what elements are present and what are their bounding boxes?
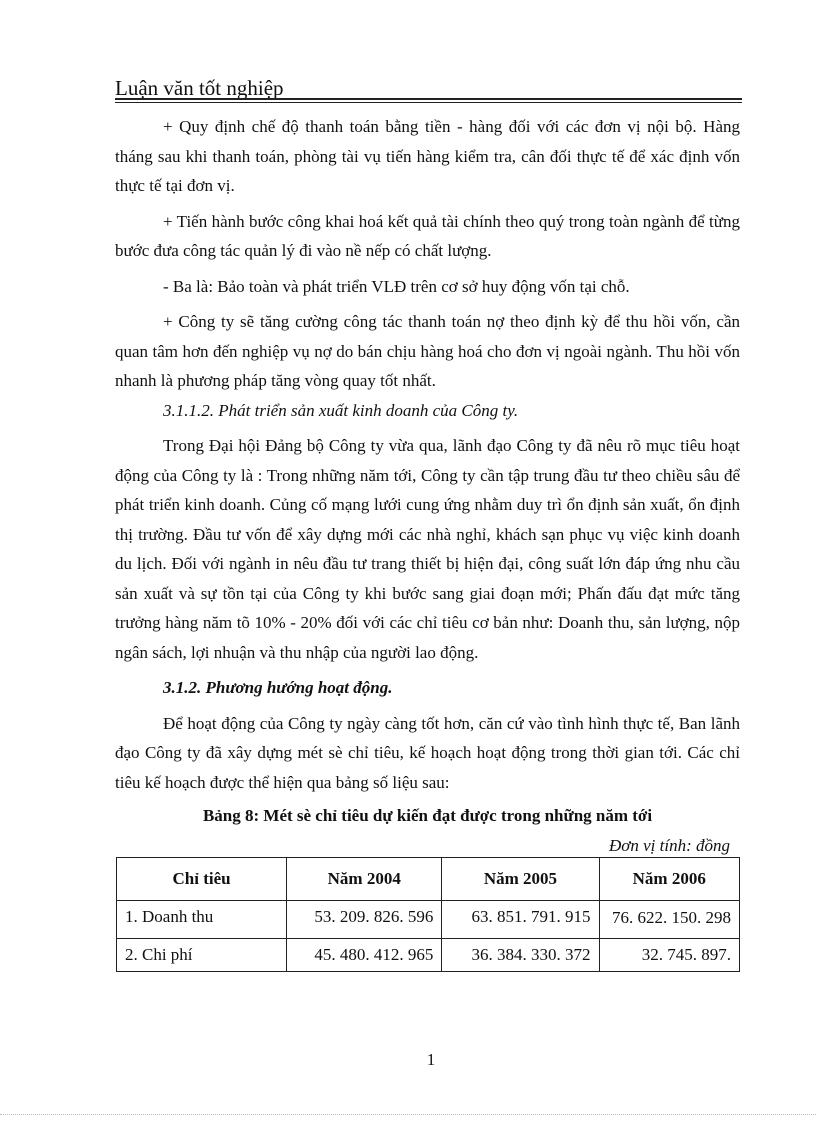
- column-header: Năm 2004: [287, 858, 442, 901]
- table-unit: Đơn vị tính: đồng: [609, 835, 730, 855]
- paragraph: - Ba là: Bảo toàn và phát triển VLĐ trên cơ sở huy động vốn tại chỗ.: [163, 276, 630, 296]
- column-header: Năm 2005: [442, 858, 599, 901]
- table-row: [117, 901, 740, 939]
- table-cell: 36. 384. 330. 372: [442, 939, 599, 972]
- paragraph: + Tiến hành bước công khai hoá kết quả tài chính theo quý trong toàn ngành để từng bước đưa công tác quản lý đi vào nề nếp có chất lượng.: [115, 211, 740, 260]
- section-heading: 3.1.1.2. Phát triển sản xuất kinh doanh của Công ty.: [163, 400, 519, 420]
- body-text: [115, 112, 740, 860]
- page-number: 1: [426, 1050, 436, 1069]
- paragraph: + Quy định chế độ thanh toán bằng tiền - hàng đối với các đơn vị nội bộ. Hàng tháng sau khi thanh toán, phòng tài vụ tiến hàng kiểm tra, cân đối thực tế để xác định vốn thực tế tại đơn vị.: [115, 117, 740, 195]
- running-header: Luận văn tốt nghiệp: [115, 76, 284, 100]
- table-row: [117, 939, 740, 972]
- page-border-dotted: [0, 1114, 816, 1115]
- header-rule-thin: [115, 102, 742, 103]
- table-title: Bảng 8: Mét sè chỉ tiêu dự kiến đạt được trong những năm tới: [202, 806, 653, 825]
- paragraph: + Công ty sẽ tăng cường công tác thanh toán nợ theo định kỳ để thu hồi vốn, cần quan tâm hơn đến nghiệp vụ nợ do bán chịu hàng hoá cho đơn vị ngoài ngành. Thu hồi vốn nhanh là phương pháp tăng vòng quay tốt nhất.: [115, 312, 740, 390]
- table-cell: 32. 745. 897.: [599, 939, 740, 972]
- table-cell: 53. 209. 826. 596: [287, 901, 442, 939]
- table-cell: 2. Chi phí: [117, 939, 287, 972]
- table-header-row: [117, 858, 740, 901]
- section-heading: 3.1.2. Phương hướng hoạt động.: [163, 678, 393, 697]
- table-cell: 45. 480. 412. 965: [287, 939, 442, 972]
- data-table: [116, 857, 740, 972]
- column-header: Chỉ tiêu: [117, 858, 287, 901]
- table-cell: 63. 851. 791. 915: [442, 901, 599, 939]
- table-cell: 76. 622. 150. 298: [599, 901, 740, 939]
- paragraph: Trong Đại hội Đảng bộ Công ty vừa qua, lãnh đạo Công ty đã nêu rõ mục tiêu hoạt động của Công ty là : Trong những năm tới, Công ty cần tập trung đầu tư theo chiều sâu để phát triển kinh doanh. Củng cố mạng lưới cung ứng nhằm duy trì ổn định sản xuất, ổn định thị trường. Đầu tư vốn để xây dựng mới các nhà nghỉ, khách sạn phục vụ việc kinh doanh du lịch. Đối với ngành in nêu đầu tư trang thiết bị hiện đại, công suất lớn đáp ứng nhu cầu sản xuất và sự tồn tại của Công ty khi bước sang giai đoạn mới; Phấn đấu đạt mức tăng trưởng hàng năm tõ 10% - 20% đối với các chỉ tiêu cơ bản như: Doanh thu, sản lượng, nộp ngân sách, lợi nhuận và thu nhập của người lao động.: [115, 436, 740, 662]
- header-rule: [115, 98, 742, 100]
- table-cell: 1. Doanh thu: [117, 901, 287, 939]
- column-header: Năm 2006: [599, 858, 740, 901]
- paragraph: Để hoạt động của Công ty ngày càng tốt hơn, căn cứ vào tình hình thực tế, Ban lãnh đạo Công ty đã xây dựng mét sè chỉ tiêu, kế hoạch hoạt động trong thời gian tới. Các chỉ tiêu kế hoạch được thể hiện qua bảng số liệu sau:: [115, 713, 740, 792]
